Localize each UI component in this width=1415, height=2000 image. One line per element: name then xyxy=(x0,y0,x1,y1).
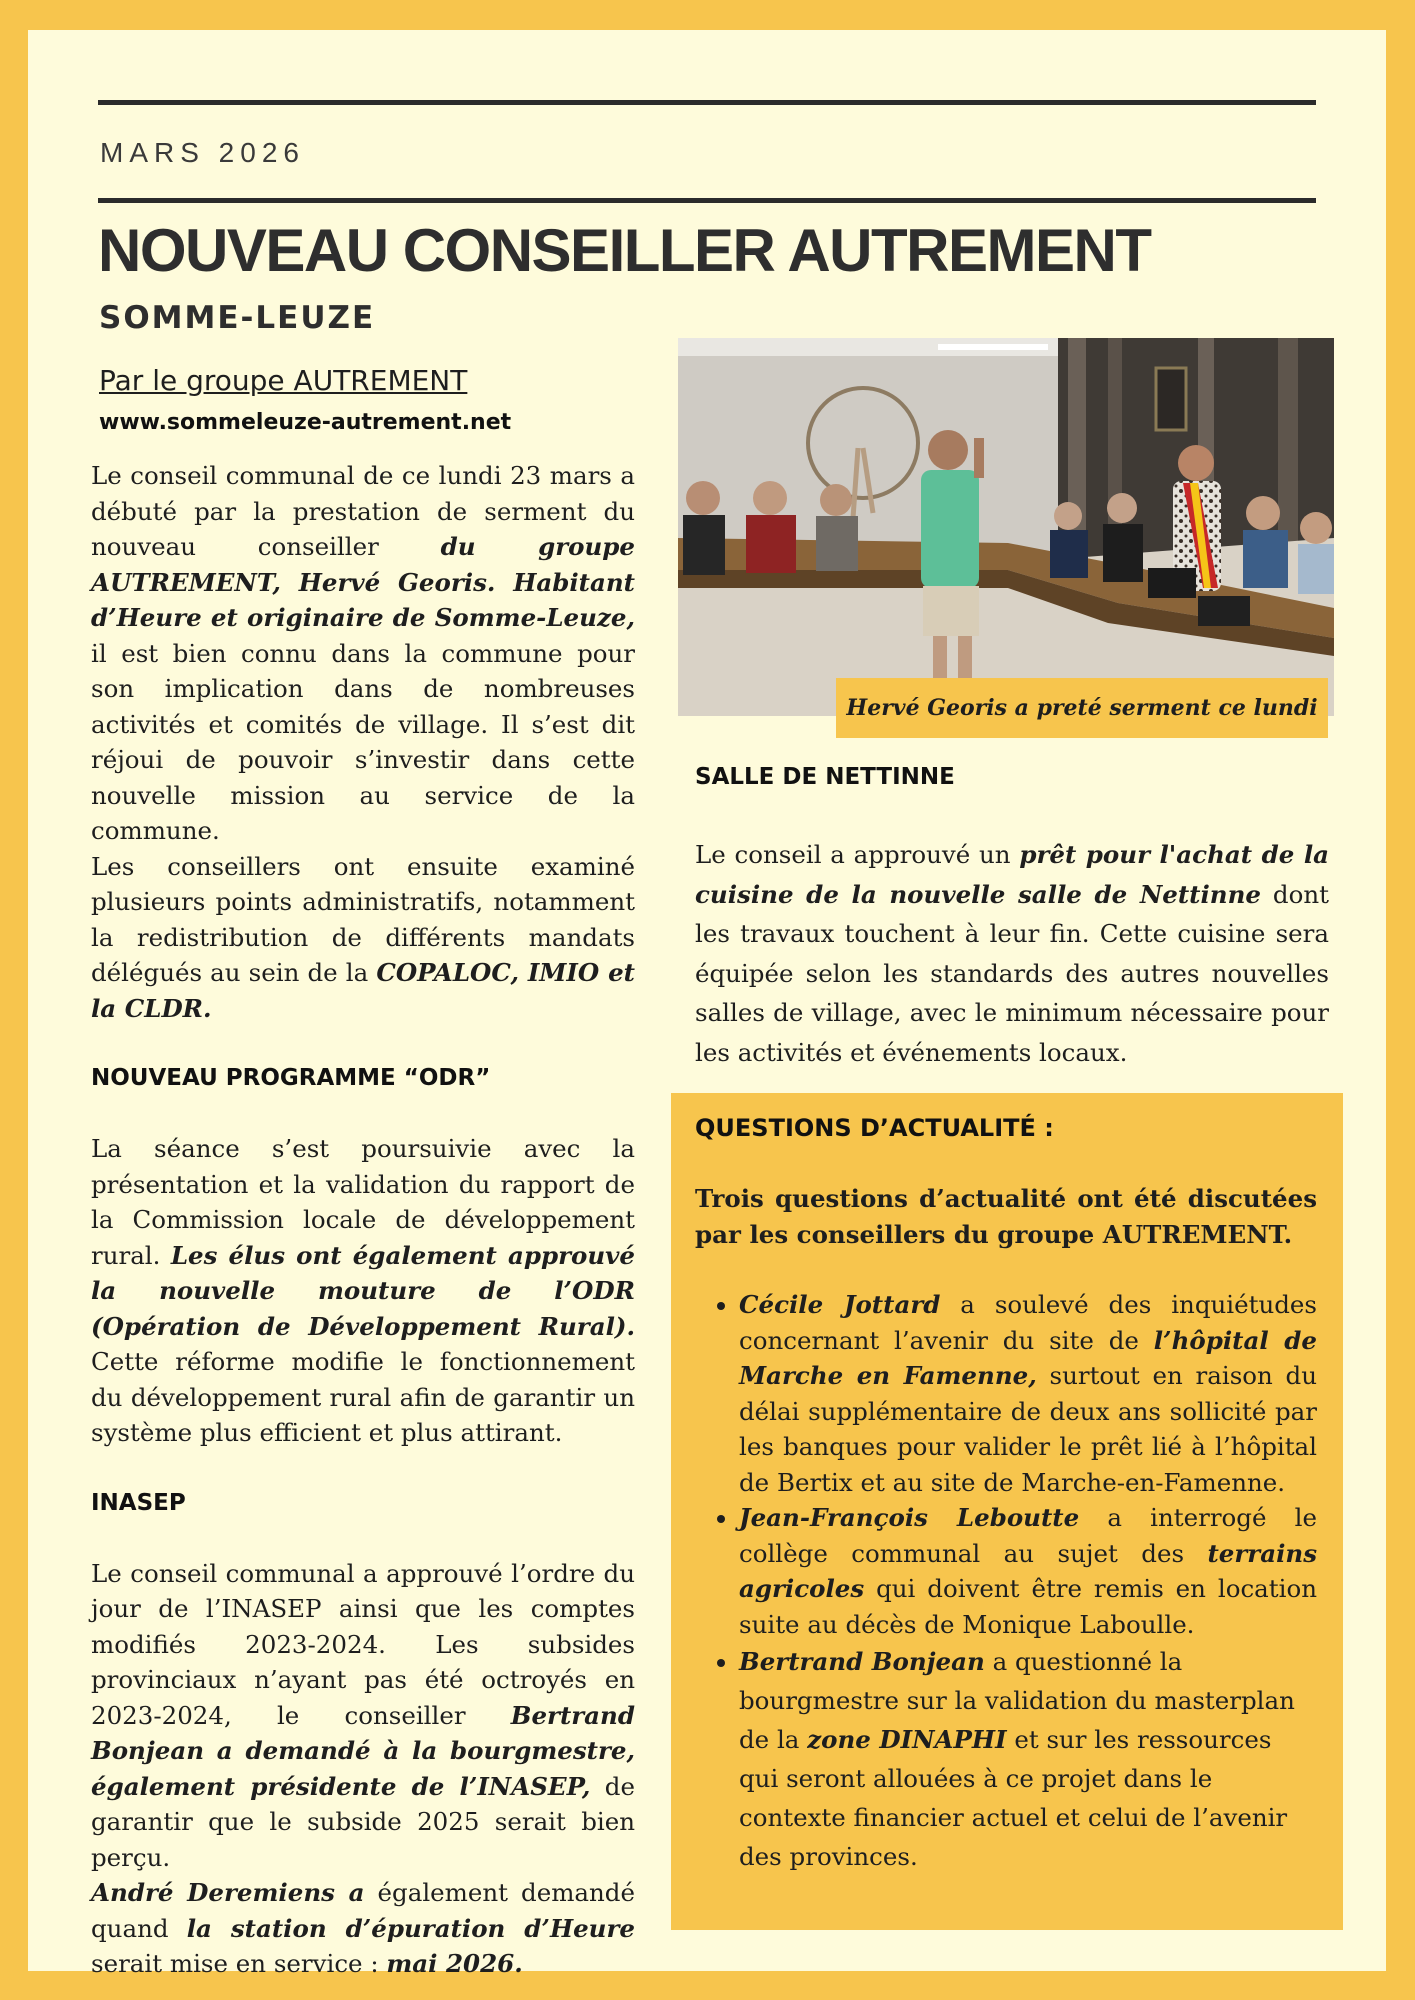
questions-content xyxy=(695,1111,1317,1876)
odr-heading: NOUVEAU PROGRAMME “ODR” xyxy=(91,1065,491,1091)
top-rule xyxy=(98,100,1316,105)
inasep-paragraph-1: Le conseil communal a approuvé l’ordre du jour de l’INASEP ainsi que les comptes modifiés 2023-2024. Les subsides provinciaux n’ayant pas été octroyés en 2023-2024, le conseiller Bertrand Bonjean a demandé à la bourgmestre, également présidente de l’INASEP, de garantir que le subside 2025 serait bien perçu. xyxy=(91,1558,635,1872)
questions-list xyxy=(695,1287,1317,1876)
list-item: • Bertrand Bonjean a questionné la bourgmestre sur la validation du masterplan de la zone DINAPHI et sur les ressources qui seront allouées à ce projet dans le contexte financier actuel et celui de l’avenir des provinces. xyxy=(739,1642,1317,1876)
nettinne-paragraph: Le conseil a approuvé un prêt pour l'achat de la cuisine de la nouvelle salle de Nettinne dont les travaux touchent à leur fin. Cette cuisine sera équipée selon les standards des autres nouvelles salles de village, avec le minimum nécessaire pour les activités et événements locaux. xyxy=(695,840,1330,1067)
questions-heading: QUESTIONS D’ACTUALITÉ : xyxy=(695,1114,1054,1142)
intro-paragraph-1: Le conseil communal de ce lundi 23 mars a débuté par la prestation de serment du nouveau conseiller du groupe AUTREMENT, Hervé Georis. Habitant d’Heure et originaire de Somme-Leuze, il est bien connu dans la commune pour son implication dans de nombreuses activités et comités de village. Il s’est dit réjoui de pouvoir s’investir dans cette nouvelle mission au service de la commune. xyxy=(91,461,635,845)
page-subtitle: SOMME-LEUZE xyxy=(99,300,376,336)
photo-caption: Hervé Georis a preté serment ce lundi xyxy=(836,678,1328,738)
questions-box xyxy=(671,1093,1343,1930)
odr-paragraph: La séance s’est poursuivie avec la présentation et la validation du rapport de la Commission locale de développement rural. Les élus ont également approuvé la nouvelle mouture de l’ODR (Opération de Développement Rural). Cette réforme modifie le fonctionnement du développement rural afin de garantir un système plus efficient et plus attirant. xyxy=(91,1134,635,1447)
inasep-heading: INASEP xyxy=(91,1489,186,1516)
header-rule xyxy=(98,198,1316,203)
website-link[interactable]: www.sommeleuze-autrement.net xyxy=(99,410,512,435)
questions-intro: Trois questions d’actualité ont été discutées par les conseillers du groupe AUTREMENT. xyxy=(695,1184,1317,1249)
left-column xyxy=(91,458,635,1982)
byline-link[interactable]: Par le groupe AUTREMENT xyxy=(99,364,468,397)
intro-paragraph-2: Les conseillers ont ensuite examiné plusieurs points administratifs, notamment la redistribution de différents mandats délégués au sein de la COPALOC, IMIO et la CLDR. xyxy=(91,851,635,1023)
photo-illustration xyxy=(678,338,1334,716)
newsletter-page xyxy=(28,30,1386,1978)
nettinne-heading: SALLE DE NETTINNE xyxy=(695,764,955,790)
council-meeting-photo xyxy=(678,338,1334,716)
inasep-paragraph-2: André Deremiens a également demandé quand la station d’épuration d’Heure serait mise en service : mai 2026. xyxy=(91,1878,635,1978)
right-column xyxy=(695,760,1329,1072)
page-title: NOUVEAU CONSEILLER AUTREMENT xyxy=(98,217,1151,284)
issue-date: MARS 2026 xyxy=(100,137,305,168)
list-item: • Cécile Jottard a soulevé des inquiétudes concernant l’avenir du site de l’hôpital de Marche en Famenne, surtout en raison du délai supplémentaire de deux ans sollicité par les banques pour valider le prêt lié à l’hôpital de Bertix et au site de Marche-en-Famenne. xyxy=(739,1287,1317,1500)
list-item: • Jean-François Leboutte a interrogé le collège communal au sujet des terrains agricoles qui doivent être remis en location suite au décès de Monique Laboulle. xyxy=(739,1500,1317,1642)
